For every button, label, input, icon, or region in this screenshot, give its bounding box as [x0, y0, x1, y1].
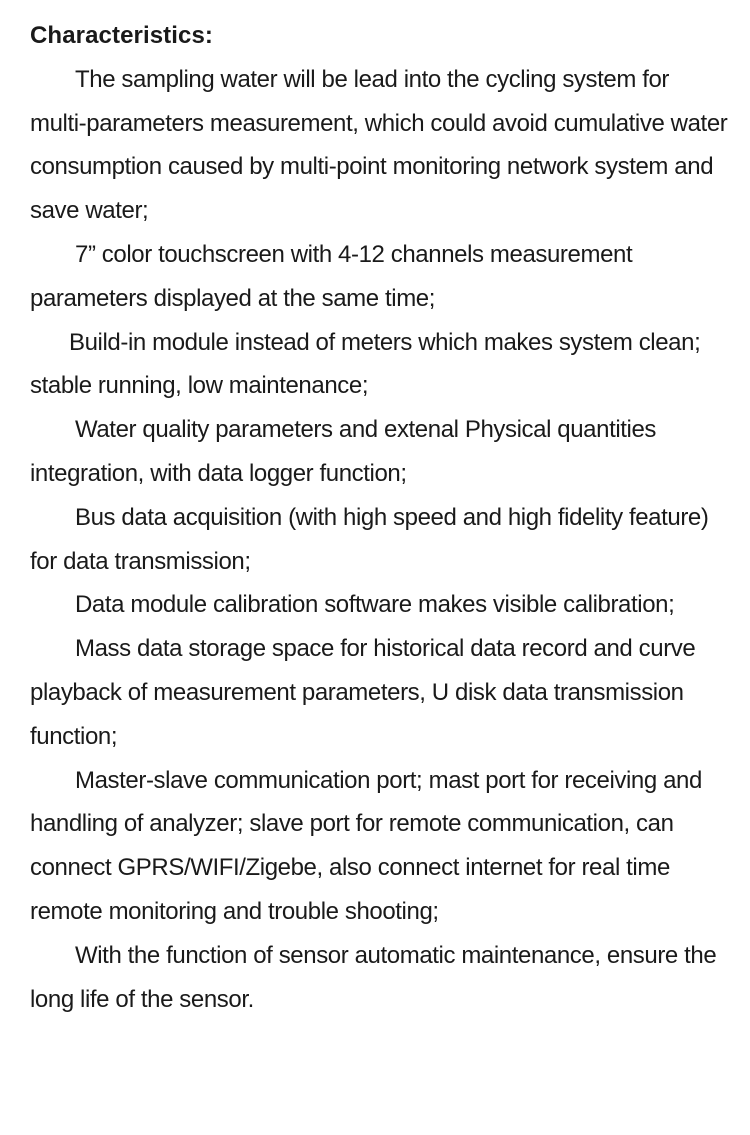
- paragraph-data-storage: Mass data storage space for historical data record and curve playback of measurement parameters, U disk data transmission function;: [30, 635, 696, 750]
- paragraph-bus-data-acquisition: Bus data acquisition (with high speed and high fidelity feature) for data transmission;: [30, 503, 709, 575]
- paragraph-touchscreen: 7” color touchscreen with 4-12 channels measurement parameters displayed at the same time;: [30, 240, 633, 312]
- paragraph-communication-port: Master-slave communication port; mast port for receiving and handling of analyzer; slave port for remote communication, can connect GPRS/WIFI/Zigebe, also connect internet for real time remote monitoring and trouble shooting;: [30, 766, 702, 925]
- paragraph-calibration-software: Data module calibration software makes visible calibration;: [75, 591, 675, 619]
- characteristics-section: [30, 14, 730, 1021]
- section-heading: Characteristics:: [30, 22, 214, 49]
- paragraph-water-cycling: The sampling water will be lead into the cycling system for multi-parameters measurement, which could avoid cumulative water consumption caused by multi-point monitoring network system and save water;: [30, 65, 728, 225]
- paragraph-build-in-module: Build-in module instead of meters which makes system clean; stable running, low maintenance;: [30, 328, 701, 400]
- paragraph-sensor-maintenance: With the function of sensor automatic maintenance, ensure the long life of the sensor.: [30, 941, 717, 1013]
- paragraph-water-quality-integration: Water quality parameters and extenal Physical quantities integration, with data logger function;: [30, 416, 657, 487]
